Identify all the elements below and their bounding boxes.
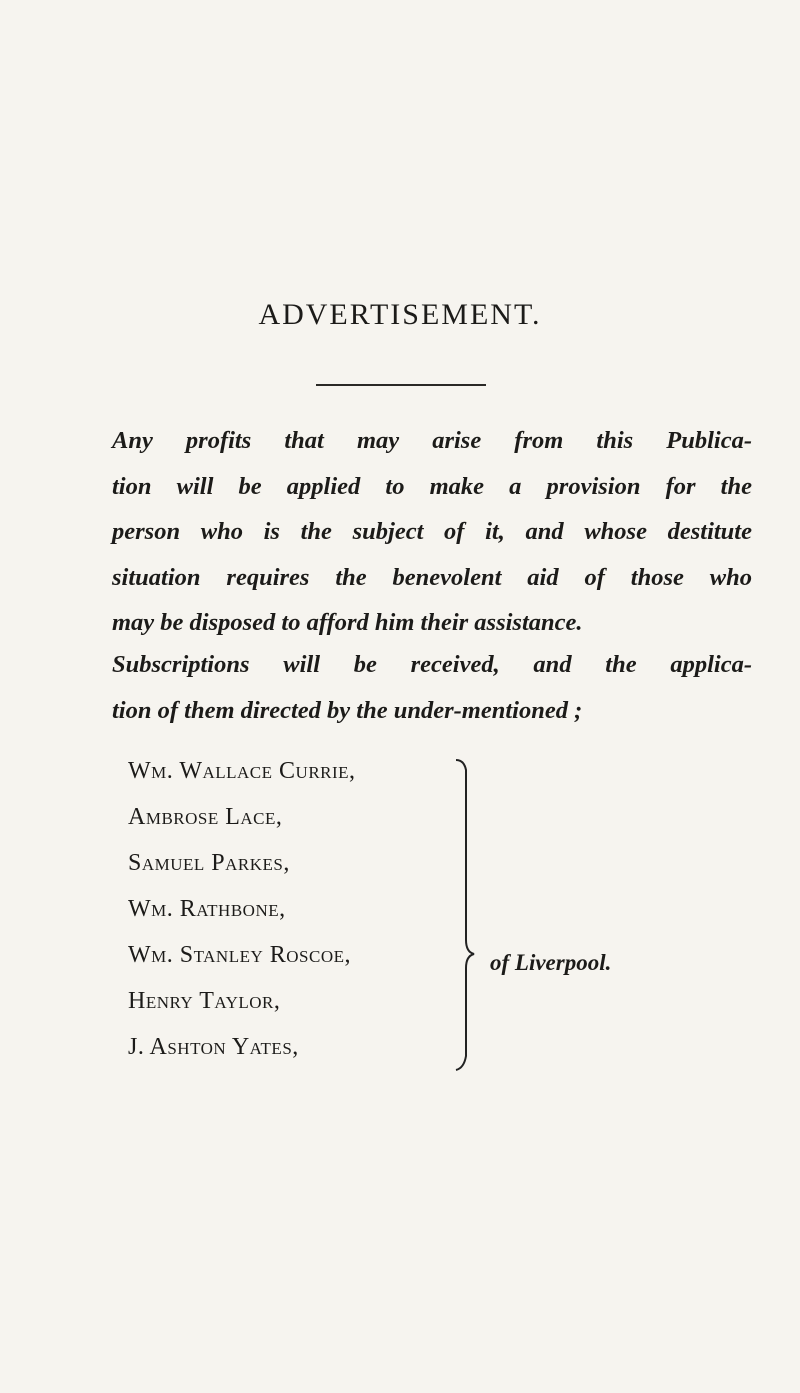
profits-paragraph — [112, 418, 752, 646]
right-brace — [452, 756, 482, 1076]
paragraph-line: Any profits that may arise from this Publica- — [112, 427, 752, 454]
paragraph-line: tion will be applied to make a provision for the — [112, 472, 752, 500]
paragraph-line: tion of them directed by the under-mentioned ; — [112, 696, 583, 724]
page-title: ADVERTISEMENT. — [258, 298, 542, 331]
committee-names-list — [128, 748, 468, 1070]
committee-name: Wm. Rathbone, — [128, 896, 286, 922]
paragraph-line: may be disposed to afford him their assistance. — [112, 609, 583, 636]
place-label: of Liverpool. — [490, 950, 612, 975]
paragraph-line: situation requires the benevolent aid of those who — [112, 563, 752, 591]
committee-name: J. Ashton Yates, — [128, 1034, 299, 1060]
paragraph-line: Subscriptions will be received, and the applica- — [112, 651, 752, 678]
committee-name: Samuel Parkes, — [128, 850, 290, 876]
title-rule — [316, 384, 486, 386]
committee-name: Ambrose Lace, — [128, 804, 283, 830]
committee-name: Wm. Stanley Roscoe, — [128, 942, 351, 968]
committee-name: Wm. Wallace Currie, — [128, 758, 356, 784]
paragraph-line: person who is the subject of it, and whose destitute — [112, 518, 752, 545]
committee-name: Henry Taylor, — [128, 988, 281, 1014]
subscriptions-paragraph — [112, 642, 752, 733]
